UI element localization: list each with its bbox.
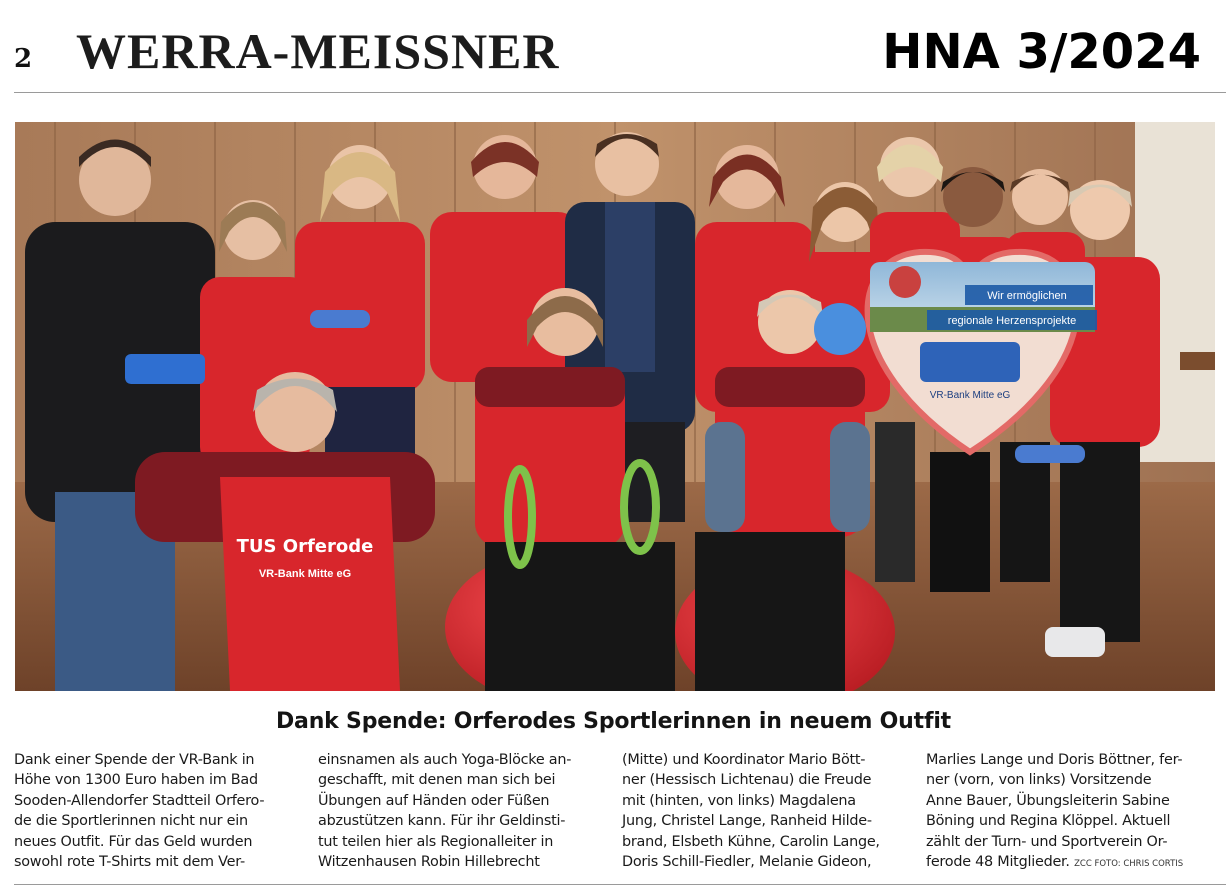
shirt-line-2: VR-Bank Mitte eG [258,568,352,580]
text-line: Sooden-Allendorfer Stadtteil Orfero- [14,792,265,809]
shirt-line-1: TUS Orferode [236,536,374,557]
section-title: WERRA-MEISSNER [76,23,560,79]
text-line: Witzenhausen Robin Hillebrecht [318,854,540,871]
text-line: Jung, Christel Lange, Ranheid Hilde- [622,813,872,830]
text-line: ner (vorn, von links) Vorsitzende [926,772,1152,789]
photo-credit: ZCC FOTO: CHRIS CORTIS [1074,859,1184,870]
text-line: Dank einer Spende der VR-Bank in [14,752,255,768]
text-line: mit (hinten, von links) Magdalena [622,792,856,809]
text-line: geschafft, mit denen man sich bei [318,772,556,789]
sign-line-2: regionale Herzensprojekte [947,315,1077,327]
page-number: 2 [14,44,33,74]
text-column-3 [622,750,922,875]
text-line: einsnamen als auch Yoga-Blöcke an- [318,752,572,768]
text-line: (Mitte) und Koordinator Mario Bött- [622,752,866,768]
text-line: ferode 48 Mitglieder. [926,854,1070,871]
text-line: abzustützen kann. Für ihr Geldinsti- [318,813,566,830]
text-line: Böning und Regina Klöppel. Aktuell [926,813,1171,830]
text-line: Marlies Lange und Doris Böttner, fer- [926,752,1183,768]
text-column-1 [14,750,309,875]
sign-line-1: Wir ermöglichen [987,290,1067,302]
text-line: ner (Hessisch Lichtenau) die Freude [622,772,872,789]
text-line: Übungen auf Händen oder Füßen [318,792,550,809]
last-line-with-credit [926,852,1226,874]
sign-bank: VR-Bank Mitte eG [929,390,1011,401]
bottom-rule [14,884,1226,885]
article-headline: Dank Spende: Orferodes Sportlerinnen in neuem Outfit [275,709,951,734]
text-line: de die Sportlerinnen nicht nur ein [14,813,248,830]
masthead [0,0,1227,92]
text-line: Anne Bauer, Übungsleiterin Sabine [926,792,1170,809]
top-rule [14,92,1226,93]
text-column-4 [926,750,1226,875]
text-line: tut teilen hier als Regionalleiter in [318,833,554,850]
group-photo [15,122,1215,691]
text-line: brand, Elsbeth Kühne, Carolin Lange, [622,833,880,850]
text-line: zählt der Turn- und Sportverein Or- [926,833,1168,850]
article-body [14,750,1224,875]
text-line: Höhe von 1300 Euro haben im Bad [14,772,258,789]
issue-label: HNA 3/2024 [882,24,1201,80]
text-line: Doris Schill-Fiedler, Melanie Gideon, [622,854,872,871]
text-column-2 [318,750,618,875]
text-line: sowohl rote T-Shirts mit dem Ver- [14,854,245,871]
text-line: neues Outfit. Für das Geld wurden [14,833,253,850]
